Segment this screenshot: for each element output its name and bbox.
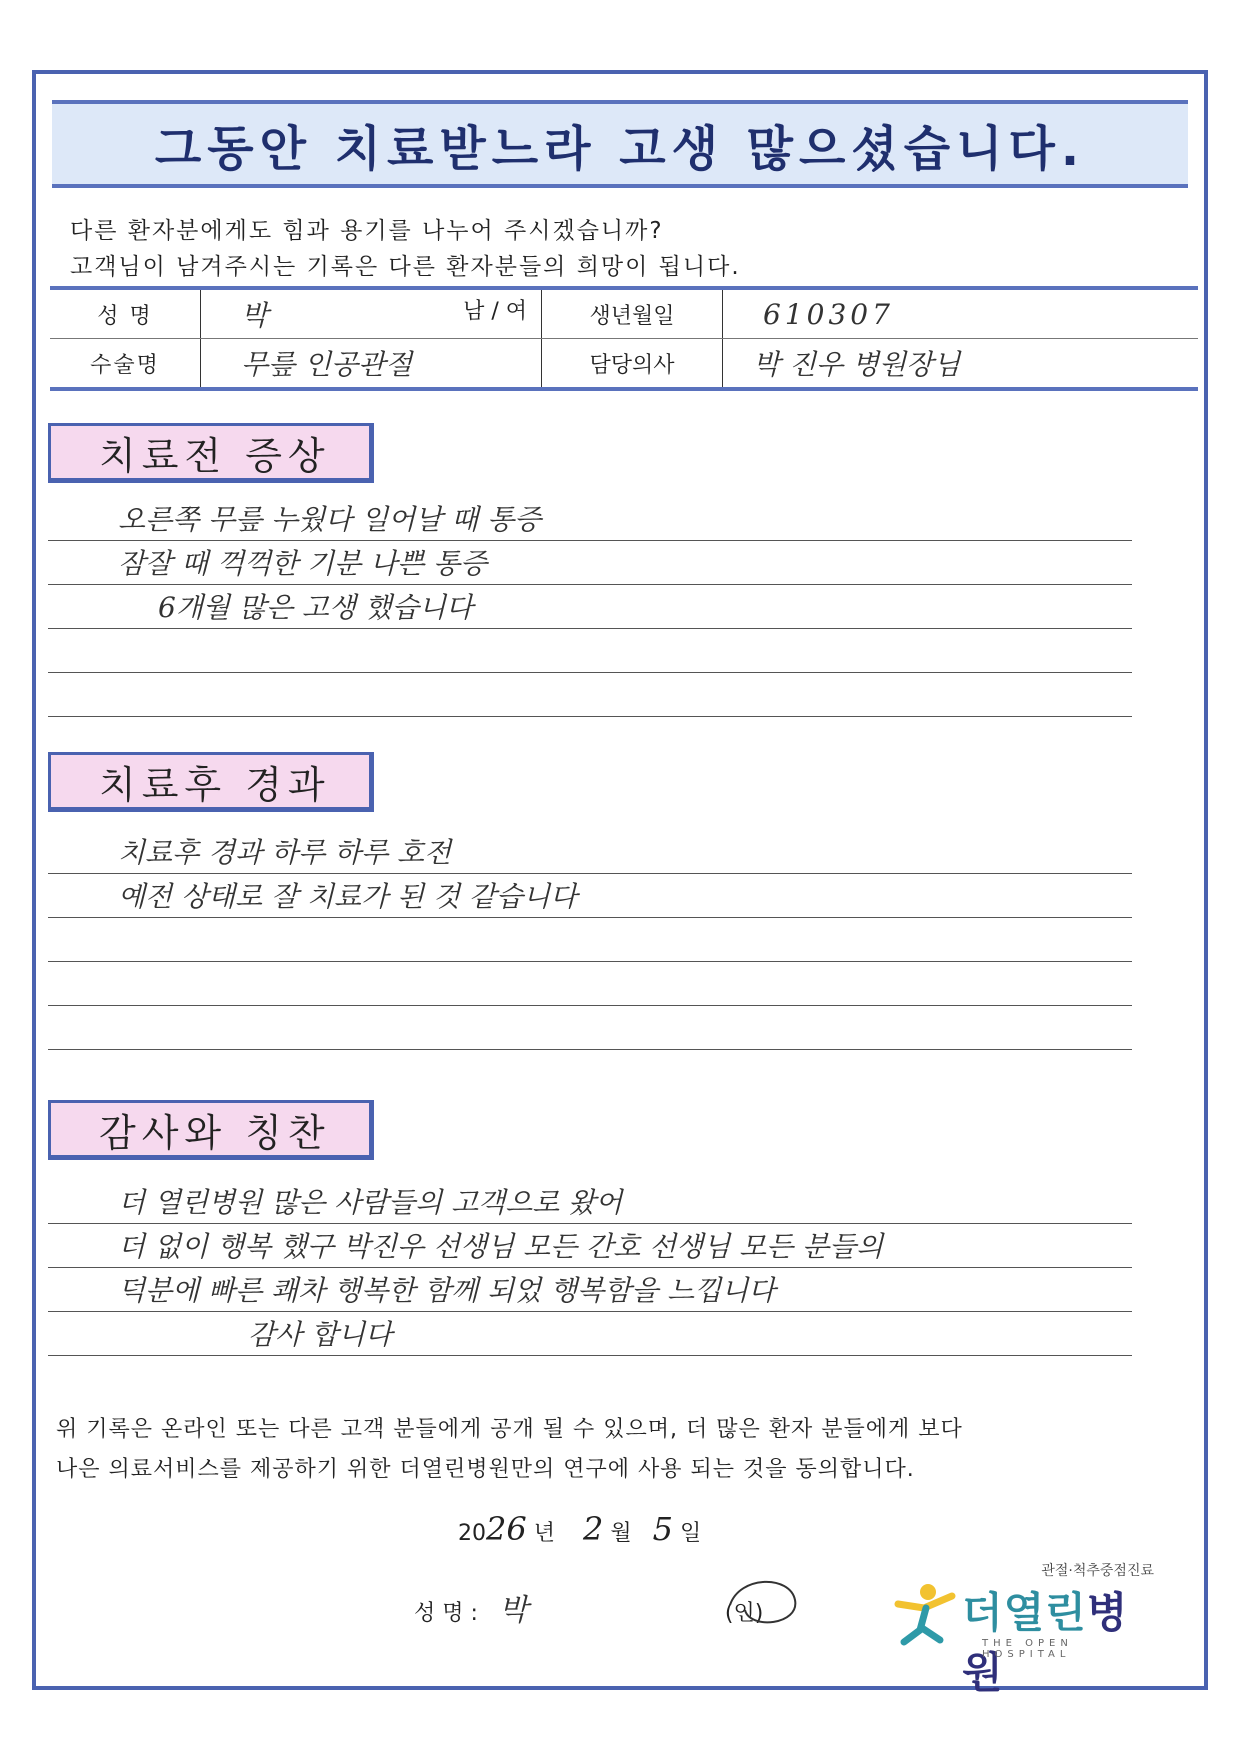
handwritten-text: 덕분에 빠른 쾌차 행복한 함께 되었 행복함을 느낍니다 [118, 1274, 776, 1307]
date-month: 2 [582, 1510, 604, 1548]
ruled-line [48, 585, 1132, 629]
thanks-ruled-lines [48, 1180, 1132, 1356]
handwritten-text: 잠잘 때 꺽꺽한 기분 나쁜 통증 [118, 547, 488, 580]
ruled-line [48, 918, 1132, 962]
ruled-line [48, 1224, 1132, 1268]
name-label: 성 명 [50, 288, 201, 339]
date-year: 26 [486, 1510, 527, 1548]
handwritten-text: 더 열린병원 많은 사람들의 고객으로 왔어 [118, 1186, 623, 1219]
logo-name-part-a: 더열린 [962, 1588, 1087, 1637]
date-day-unit: 일 [679, 1521, 702, 1546]
signature-date [458, 1510, 701, 1548]
ruled-line [48, 497, 1132, 541]
name-cell [201, 288, 542, 339]
ruled-line [48, 541, 1132, 585]
handwritten-text: 치료후 경과 하루 하루 호전 [118, 836, 452, 869]
intro-line-2: 고객님이 남겨주시는 기록은 다른 환자분들의 희망이 됩니다. [70, 254, 741, 280]
ruled-line [48, 1180, 1132, 1224]
seal-mark: (인) [724, 1601, 764, 1626]
after-ruled-lines [48, 830, 1132, 1050]
doctor-value: 박 진우 병원장님 [753, 348, 961, 381]
signature-name: 박 [498, 1593, 528, 1628]
intro-line-1: 다른 환자분에게도 힘과 용기를 나누어 주시겠습니까? [70, 218, 664, 244]
logo-english: THE OPEN HOSPITAL [982, 1638, 1073, 1660]
date-year-unit: 년 [533, 1521, 555, 1546]
doctor-label: 담당의사 [542, 339, 723, 390]
signature-scribble-icon [710, 1565, 810, 1635]
consent-line-1: 위 기록은 온라인 또는 다른 고객 분들에게 공개 될 수 있으며, 더 많은 환자 분들에게 보다 [56, 1417, 963, 1442]
surgery-value: 무릎 인공관절 [241, 348, 413, 381]
section-label-after: 치료후 경과 [48, 752, 374, 812]
section-label-thanks: 감사와 칭찬 [48, 1100, 374, 1160]
ruled-line [48, 1312, 1132, 1356]
date-year-prefix: 20 [458, 1521, 486, 1546]
name-value: 박 [241, 299, 269, 332]
birth-label: 생년월일 [542, 288, 723, 339]
patient-info-table [50, 286, 1198, 391]
handwritten-text: 더 없이 행복 했구 박진우 선생님 모든 간호 선생님 모든 분들의 [118, 1230, 884, 1263]
date-month-unit: 월 [610, 1521, 632, 1546]
birth-value: 610307 [763, 297, 894, 331]
birth-cell [723, 288, 1199, 339]
ruled-line [48, 962, 1132, 1006]
ruled-line [48, 629, 1132, 673]
logo-category: 관절·척추중점진료 [1041, 1563, 1154, 1579]
ruled-line [48, 830, 1132, 874]
handwritten-text: 6개월 많은 고생 했습니다 [158, 591, 473, 624]
surgery-label: 수술명 [50, 339, 201, 390]
ruled-line [48, 874, 1132, 918]
before-ruled-lines [48, 497, 1132, 717]
doctor-cell [723, 339, 1199, 390]
title-banner [52, 100, 1188, 188]
section-label-before: 치료전 증상 [48, 423, 374, 483]
ruled-line [48, 1006, 1132, 1050]
handwritten-text: 예전 상태로 잘 치료가 된 것 같습니다 [118, 880, 578, 913]
gender-value: 남 / 여 [463, 299, 527, 324]
hospital-logo [890, 1560, 1160, 1697]
consent-line-2: 나은 의료서비스를 제공하기 위한 더열린병원만의 연구에 사용 되는 것을 동의합니다. [56, 1457, 915, 1482]
handwritten-text: 감사 합니다 [248, 1318, 393, 1351]
ruled-line [48, 1268, 1132, 1312]
ruled-line [48, 673, 1132, 717]
signature-label: 성 명 : [414, 1601, 478, 1626]
hospital-person-logo-icon [890, 1578, 960, 1648]
logo-name-part-b: 병원 [962, 1588, 1129, 1697]
page-title: 그동안 치료받느라 고생 많으셨습니다. [154, 120, 1086, 177]
surgery-cell [201, 339, 542, 390]
handwritten-text: 오른쪽 무릎 누웠다 일어날 때 통증 [118, 503, 542, 536]
date-day: 5 [652, 1510, 673, 1548]
